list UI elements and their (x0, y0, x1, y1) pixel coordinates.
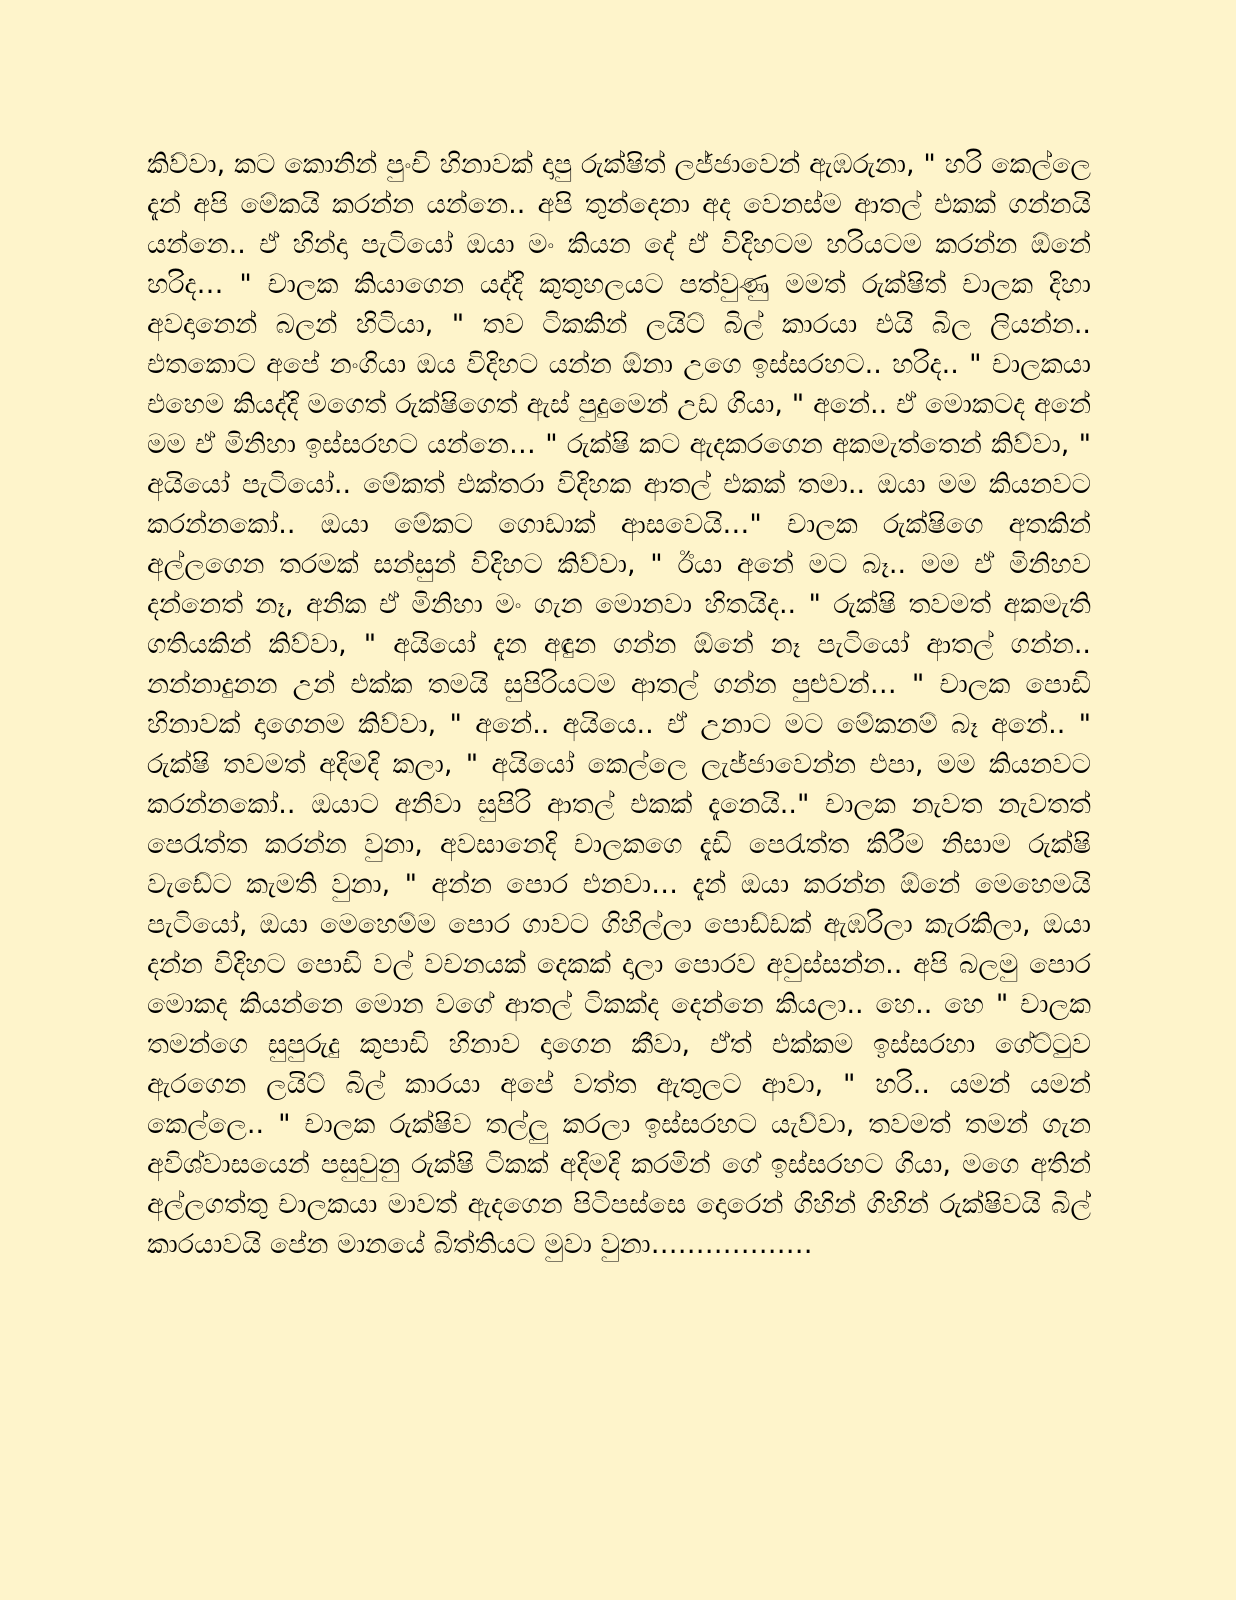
story-paragraph: කිව්වා, කට කොනින් පුංචි හිනාවක් දාපු රුක්ෂිත් ලජ්ජාවෙන් ඇඹරුනා, " හරි කෙල්ලෙ දැන් අපි මේකයි කරන්න යන්නෙ.. අපි තුන්දෙනා අද වෙනස්ම ආතල් එකක් ගන්නයි යන්නෙ.. ඒ හින්දා පැටියෝ ඔයා මං කියන දේ ඒ විදිහටම හරියටම කරන්න ඕනේ හරිද… " චාලක කියාගෙන යද්දි කුතුහලයට පත්වුණු මමත් රුක්ෂිත් චාලක දිහා අවදානෙන් බලන් හිටියා, " තව ටිකකින් ලයිට් බිල් කාරයා එයි බිල ලියන්න.. එතකොට අපේ නංගියා ඔය විදිහට යන්න ඕනා උගෙ ඉස්සරහට.. හරිද.. " චාලකයා එහෙම කියද්දි මගෙත් රුක්ෂිගෙත් ඇස් පුදුමෙන් උඩ ගියා, " අනේ.. ඒ මොකටද අනේ මම ඒ මිනිහා ඉස්සරහට යන්නෙ… " රුක්ෂි කට ඇදකරගෙන අකමැත්තෙන් කිව්වා, " අයියෝ පැටියෝ.. මේකත් එක්තරා විදිහක ආතල් එකක් තමා.. ඔයා මම කියනවට කරන්නකෝ.. ඔයා මේකට ගොඩාක් ආසවෙයි…" චාලක රුක්ෂිගෙ අතකින් අල්ලගෙන තරමක් සන්සුන් විදිහට කිව්වා, " ඊයා අනේ මට බෑ.. මම ඒ මිනිහව දන්නෙත් නෑ, අනික ඒ මිනිහා මං ගැන මොනවා හිතයිද.. " රුක්ෂි තවමත් අකමැති ගතියකින් කිව්වා, " අයියෝ දැන අඳුන ගන්න ඕනේ නෑ පැටියෝ ආතල් ගන්න.. නන්නාදුනන උන් එක්ක තමයි සුපිරියටම ආතල් ගන්න පුළුවන්… " චාලක පොඩි හිනාවක් දාගෙනම කිව්වා, " අනේ.. අයියෙ.. ඒ උනාට මට මේකනම් බෑ අනේ.. " රුක්ෂි තවමත් අදිමදි කලා, " අයියෝ කෙල්ලෙ ලැජ්ජාවෙන්න එපා, මම කියනවට කරන්නකෝ.. ඔයාට අනිවා සුපිරි ආතල් එකක් දැනෙයි.." චාලක නැවත නැවතත් පෙරැත්ත කරන්න වුනා, අවසානෙදි චාලකගෙ දැඩි පෙරැත්ත කිරීම නිසාම රුක්ෂි වැඩේට කැමති වුනා, " අන්න පොර එනවා… දැන් ඔයා කරන්න ඕනේ මෙහෙමයි පැටියෝ, ඔයා මෙහෙම්ම පොර ගාවට ගිහිල්ලා පොඩ්ඩක් ඇඹරිලා කැරකිලා, ඔයා දන්න විදිහට පොඩි වල් වචනයක් දෙකක් දාලා පොරව අවුස්සන්න.. අපි බලමු පොර මොකද කියන්නෙ මොන වගේ ආතල් ටිකක්ද දෙන්නෙ කියලා.. හෙ.. හෙ " චාලක තමන්ගෙ සුපුරුදු කුපාඩි හිනාව දාගෙන කීවා, ඒත් එක්කම ඉස්සරහා ගේට්ටුව ඇරගෙන ලයිට් බිල් කාරයා අපේ වත්ත ඇතුලට ආවා, " හරි.. යමන් යමන් කෙල්ලෙ.. " චාලක රුක්ෂිව තල්ලු කරලා ඉස්සරහට යැව්වා, තවමත් තමන් ගැන අවිශ්වාසයෙන් පසුවුනු රුක්ෂි ටිකක් අදිමදි කරමින් ගේ ඉස්සරහට ගියා, මගෙ අතින් අල්ලගත්තු චාලකයා මාවත් ඇදගෙන පිටිපස්සෙ දොරෙන් ගිහින් ගිහින් රුක්ෂිවයි බිල් කාරයාවයි පේන මානයේ බිත්තියට මුවා වුනා……………… (147, 149, 1091, 1260)
